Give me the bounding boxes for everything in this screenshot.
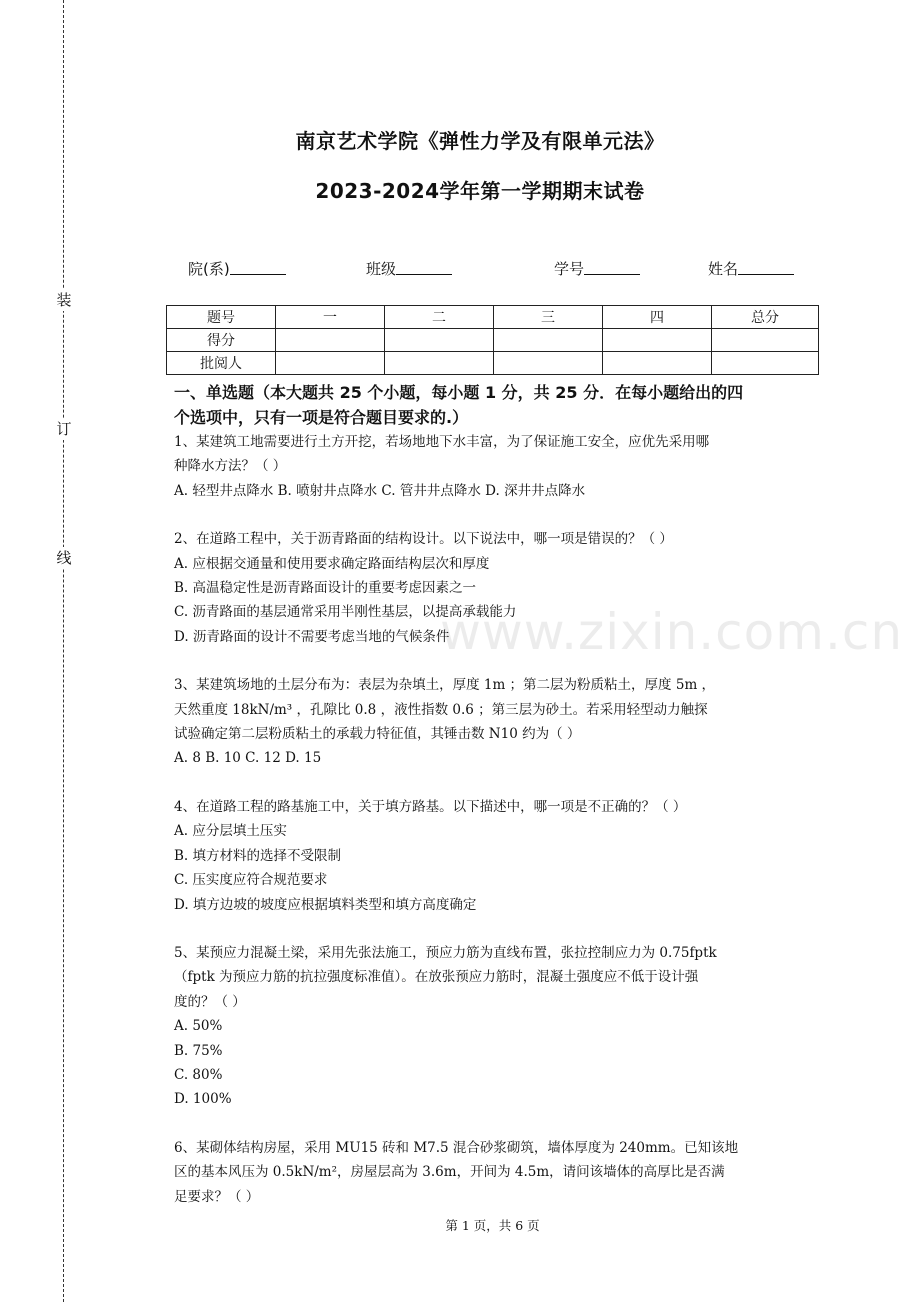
question-text: 4、在道路工程的路基施工中，关于填方路基。以下描述中，哪一项是不正确的？（ ） <box>174 798 687 815</box>
row-label: 批阅人 <box>167 352 276 375</box>
question-3 <box>174 673 822 771</box>
question-text: 种降水方法？（ ） <box>174 458 287 475</box>
grader-cell <box>276 352 385 375</box>
question-option: A. 8 B. 10 C. 12 D. 15 <box>174 750 322 767</box>
score-table-header <box>167 306 819 329</box>
question-text: 试验确定第二层粉质粘土的承载力特征值，其锤击数 N10 约为（ ） <box>174 726 581 743</box>
question-option: B. 高温稳定性是沥青路面设计的重要考虑因素之一 <box>174 580 477 597</box>
question-text: 2、在道路工程中，关于沥青路面的结构设计。以下说法中，哪一项是错误的？（ ） <box>174 531 673 548</box>
row-label: 得分 <box>167 329 276 352</box>
question-text: 足要求？（ ） <box>174 1188 260 1205</box>
grader-cell <box>385 352 494 375</box>
score-cell <box>603 329 712 352</box>
section-heading: 一、单选题（本大题共 25 个小题，每小题 1 分，共 25 分．在每小题给出的四 <box>174 383 744 402</box>
header-cell: 题号 <box>167 306 276 329</box>
dept-field: 院(系) <box>188 258 286 279</box>
page-title: 南京艺术学院《弹性力学及有限单元法》 <box>295 129 665 153</box>
question-text: 度的？（ ） <box>174 993 246 1010</box>
name-field: 姓名 <box>708 258 794 279</box>
question-text: 天然重度 18kN/m³ ，孔隙比 0.8 ，液性指数 0.6 ；第三层为砂土。若采用轻型动力触探 <box>174 701 708 718</box>
question-option: D. 沥青路面的设计不需要考虑当地的气候条件 <box>174 628 450 645</box>
section-heading: 个选项中，只有一项是符合题目要求的.） <box>174 408 469 427</box>
grader-row <box>167 352 819 375</box>
question-text: 6、某砌体结构房屋，采用 MU15 砖和 M7.5 混合砂浆砌筑，墙体厚度为 240mm。已知该地 <box>174 1139 739 1156</box>
question-text: 5、某预应力混凝土梁，采用先张法施工，预应力筋为直线布置，张拉控制应力为 0.75fptk <box>174 944 717 961</box>
student-no-field: 学号 <box>554 258 640 279</box>
question-option: C. 压实度应符合规范要求 <box>174 872 328 889</box>
question-option: C. 80% <box>174 1066 223 1083</box>
question-option: A. 应根据交通量和使用要求确定路面结构层次和厚度 <box>174 555 490 572</box>
question-option: B. 填方材料的选择不受限制 <box>174 847 342 864</box>
question-text: （fptk 为预应力筋的抗拉强度标准值）。在放张预应力筋时，混凝土强度应不低于设计强 <box>174 969 699 986</box>
page-subtitle: 2023-2024学年第一学期期末试卷 <box>315 179 645 203</box>
grader-cell <box>712 352 819 375</box>
score-cell <box>276 329 385 352</box>
question-option: A. 轻型井点降水 B. 喷射井点降水 C. 管井井点降水 D. 深井井点降水 <box>174 482 586 499</box>
header-cell: 一 <box>276 306 385 329</box>
question-option: D. 填方边坡的坡度应根据填料类型和填方高度确定 <box>174 896 477 913</box>
header-cell: 总分 <box>712 306 819 329</box>
question-option: A. 应分层填土压实 <box>174 823 287 840</box>
question-1 <box>174 430 822 503</box>
binding-char-zhuang: 装 <box>56 291 72 309</box>
question-option: A. 50% <box>174 1018 223 1035</box>
question-option: C. 沥青路面的基层通常采用半刚性基层，以提高承载能力 <box>174 604 517 621</box>
question-5 <box>174 941 822 1112</box>
score-table <box>166 305 819 375</box>
class-field: 班级 <box>366 258 452 279</box>
grader-cell <box>603 352 712 375</box>
question-4 <box>174 795 822 917</box>
question-2 <box>174 527 822 649</box>
header-cell: 三 <box>494 306 603 329</box>
exam-content <box>174 380 822 1209</box>
question-option: B. 75% <box>174 1042 223 1059</box>
score-cell <box>712 329 819 352</box>
score-row <box>167 329 819 352</box>
score-cell <box>385 329 494 352</box>
header-cell: 二 <box>385 306 494 329</box>
watermark: www.zixin.com.cn <box>440 603 904 661</box>
page-footer: 第 1 页，共 6 页 <box>445 1218 540 1233</box>
binding-char-xian: 线 <box>56 549 72 567</box>
question-6 <box>174 1136 822 1209</box>
question-text: 3、某建筑场地的土层分布为：表层为杂填土，厚度 1m ；第二层为粉质粘土，厚度 5m ， <box>174 677 716 694</box>
binding-char-ding: 订 <box>56 420 72 438</box>
grader-cell <box>494 352 603 375</box>
question-text: 区的基本风压为 0.5kN/m²，房屋层高为 3.6m，开间为 4.5m，请问该墙体的高厚比是否满 <box>174 1164 725 1181</box>
header-cell: 四 <box>603 306 712 329</box>
question-option: D. 100% <box>174 1091 232 1108</box>
question-text: 1、某建筑工地需要进行土方开挖，若场地地下水丰富，为了保证施工安全，应优先采用哪 <box>174 434 710 450</box>
score-cell <box>494 329 603 352</box>
